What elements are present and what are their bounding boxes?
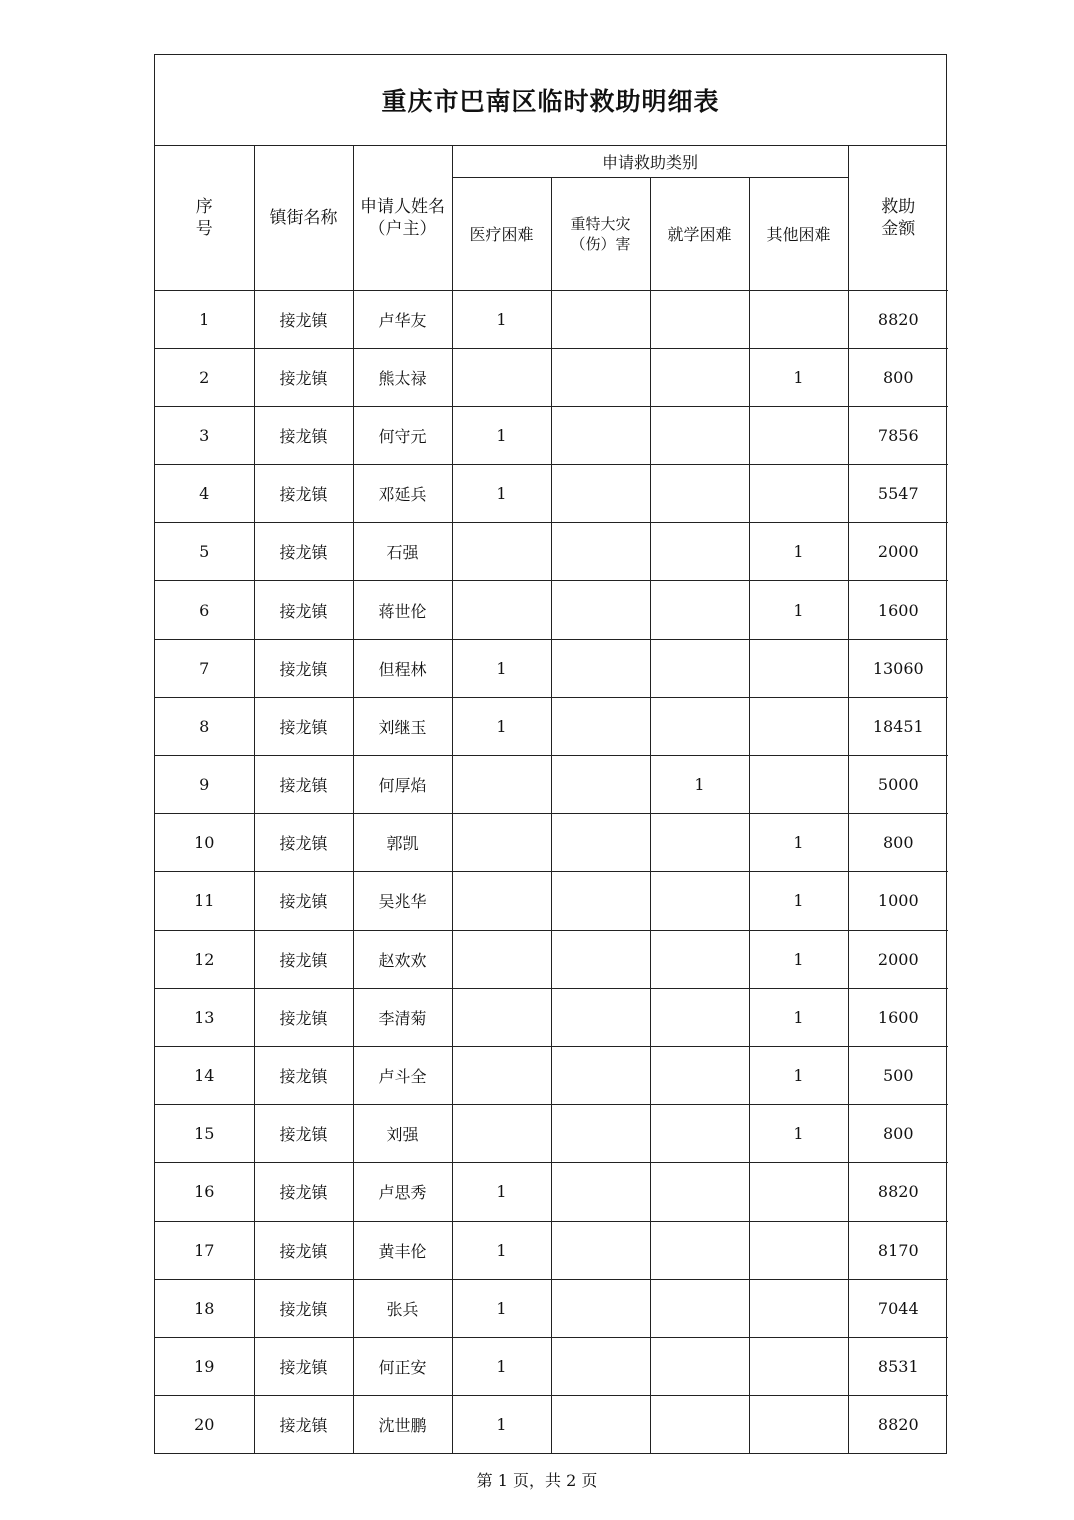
cell-other — [749, 1337, 848, 1395]
table-row — [155, 756, 948, 814]
cell-medical — [452, 988, 551, 1046]
cell-education — [650, 465, 749, 523]
cell-disaster — [551, 581, 650, 639]
cell-seq: 15 — [155, 1105, 254, 1163]
header-disaster-line1: 重特大灾 — [570, 214, 631, 233]
cell-amount: 1600 — [848, 988, 948, 1046]
cell-town: 接龙镇 — [254, 1396, 353, 1454]
cell-amount: 8170 — [848, 1221, 948, 1279]
cell-amount: 8531 — [848, 1337, 948, 1395]
cell-other — [749, 1279, 848, 1337]
cell-seq: 7 — [155, 639, 254, 697]
table-row — [155, 988, 948, 1046]
relief-table — [155, 146, 948, 1453]
table-row — [155, 465, 948, 523]
cell-amount: 7044 — [848, 1279, 948, 1337]
cell-town: 接龙镇 — [254, 872, 353, 930]
cell-medical — [452, 814, 551, 872]
cell-town: 接龙镇 — [254, 465, 353, 523]
cell-amount: 18451 — [848, 697, 948, 755]
cell-education: 1 — [650, 756, 749, 814]
cell-education — [650, 872, 749, 930]
cell-disaster — [551, 1163, 650, 1221]
table-row — [155, 348, 948, 406]
cell-name: 熊太禄 — [353, 348, 452, 406]
cell-education — [650, 406, 749, 464]
cell-seq: 18 — [155, 1279, 254, 1337]
cell-medical — [452, 523, 551, 581]
header-seq — [155, 146, 254, 290]
cell-amount: 1600 — [848, 581, 948, 639]
cell-name: 刘继玉 — [353, 697, 452, 755]
cell-other: 1 — [749, 523, 848, 581]
cell-seq: 8 — [155, 697, 254, 755]
cell-disaster — [551, 872, 650, 930]
cell-seq: 10 — [155, 814, 254, 872]
cell-medical — [452, 930, 551, 988]
cell-name: 邓延兵 — [353, 465, 452, 523]
cell-education — [650, 639, 749, 697]
cell-education — [650, 1163, 749, 1221]
cell-education — [650, 523, 749, 581]
header-category-group: 申请救助类别 — [452, 146, 848, 177]
cell-medical: 1 — [452, 1221, 551, 1279]
cell-other — [749, 1163, 848, 1221]
cell-disaster — [551, 1396, 650, 1454]
cell-disaster — [551, 697, 650, 755]
cell-education — [650, 930, 749, 988]
cell-education — [650, 1221, 749, 1279]
cell-disaster — [551, 988, 650, 1046]
cell-medical: 1 — [452, 1163, 551, 1221]
cell-amount: 13060 — [848, 639, 948, 697]
cell-name: 张兵 — [353, 1279, 452, 1337]
cell-other: 1 — [749, 581, 848, 639]
cell-seq: 4 — [155, 465, 254, 523]
cell-medical — [452, 1046, 551, 1104]
cell-disaster — [551, 290, 650, 348]
cell-education — [650, 988, 749, 1046]
cell-disaster — [551, 1279, 650, 1337]
table-row — [155, 1337, 948, 1395]
cell-seq: 1 — [155, 290, 254, 348]
cell-amount: 1000 — [848, 872, 948, 930]
cell-education — [650, 1396, 749, 1454]
cell-seq: 19 — [155, 1337, 254, 1395]
cell-medical: 1 — [452, 406, 551, 464]
cell-town: 接龙镇 — [254, 1163, 353, 1221]
cell-other: 1 — [749, 930, 848, 988]
cell-education — [650, 1046, 749, 1104]
cell-amount: 2000 — [848, 523, 948, 581]
header-education: 就学困难 — [650, 177, 749, 290]
cell-other: 1 — [749, 348, 848, 406]
table-row — [155, 697, 948, 755]
cell-education — [650, 348, 749, 406]
cell-medical — [452, 348, 551, 406]
cell-seq: 3 — [155, 406, 254, 464]
header-other: 其他困难 — [749, 177, 848, 290]
cell-name: 卢思秀 — [353, 1163, 452, 1221]
cell-amount: 5000 — [848, 756, 948, 814]
cell-medical: 1 — [452, 290, 551, 348]
cell-amount: 800 — [848, 1105, 948, 1163]
cell-disaster — [551, 348, 650, 406]
table-row — [155, 581, 948, 639]
cell-name: 李清菊 — [353, 988, 452, 1046]
cell-medical: 1 — [452, 1279, 551, 1337]
page-footer: 第 1 页，共 2 页 — [476, 1471, 598, 1490]
relief-table-sheet — [154, 54, 947, 1454]
cell-amount: 500 — [848, 1046, 948, 1104]
cell-town: 接龙镇 — [254, 290, 353, 348]
cell-town: 接龙镇 — [254, 988, 353, 1046]
cell-disaster — [551, 639, 650, 697]
cell-education — [650, 1337, 749, 1395]
header-applicant — [353, 146, 452, 290]
cell-education — [650, 1105, 749, 1163]
cell-other: 1 — [749, 1105, 848, 1163]
cell-name: 沈世鹏 — [353, 1396, 452, 1454]
cell-disaster — [551, 1046, 650, 1104]
cell-town: 接龙镇 — [254, 1337, 353, 1395]
header-town: 镇街名称 — [254, 146, 353, 290]
cell-other — [749, 465, 848, 523]
cell-name: 蒋世伦 — [353, 581, 452, 639]
cell-education — [650, 581, 749, 639]
cell-town: 接龙镇 — [254, 581, 353, 639]
cell-medical: 1 — [452, 639, 551, 697]
cell-seq: 20 — [155, 1396, 254, 1454]
cell-amount: 5547 — [848, 465, 948, 523]
header-applicant-line1: 申请人姓名 — [360, 196, 445, 217]
cell-name: 黄丰伦 — [353, 1221, 452, 1279]
cell-disaster — [551, 1337, 650, 1395]
table-row — [155, 290, 948, 348]
header-amount-line2: 金额 — [881, 218, 916, 239]
cell-education — [650, 1279, 749, 1337]
cell-disaster — [551, 1221, 650, 1279]
cell-disaster — [551, 465, 650, 523]
table-row — [155, 814, 948, 872]
cell-other: 1 — [749, 1046, 848, 1104]
header-seq-line2: 号 — [195, 218, 213, 239]
cell-town: 接龙镇 — [254, 814, 353, 872]
cell-seq: 14 — [155, 1046, 254, 1104]
header-seq-line1: 序 — [195, 196, 213, 217]
table-row — [155, 639, 948, 697]
cell-town: 接龙镇 — [254, 1221, 353, 1279]
cell-seq: 5 — [155, 523, 254, 581]
cell-town: 接龙镇 — [254, 1279, 353, 1337]
cell-amount: 2000 — [848, 930, 948, 988]
cell-other — [749, 639, 848, 697]
header-disaster — [551, 177, 650, 290]
cell-seq: 2 — [155, 348, 254, 406]
header-medical: 医疗困难 — [452, 177, 551, 290]
cell-medical — [452, 581, 551, 639]
cell-amount: 8820 — [848, 1163, 948, 1221]
cell-name: 吴兆华 — [353, 872, 452, 930]
cell-other — [749, 1221, 848, 1279]
cell-seq: 12 — [155, 930, 254, 988]
cell-town: 接龙镇 — [254, 1046, 353, 1104]
table-row — [155, 1046, 948, 1104]
header-disaster-line2: （伤）害 — [570, 234, 631, 253]
cell-seq: 9 — [155, 756, 254, 814]
cell-other: 1 — [749, 872, 848, 930]
cell-town: 接龙镇 — [254, 930, 353, 988]
cell-name: 郭凯 — [353, 814, 452, 872]
table-row — [155, 872, 948, 930]
cell-education — [650, 814, 749, 872]
table-row — [155, 1105, 948, 1163]
cell-name: 何守元 — [353, 406, 452, 464]
cell-amount: 7856 — [848, 406, 948, 464]
cell-other — [749, 406, 848, 464]
cell-seq: 16 — [155, 1163, 254, 1221]
cell-disaster — [551, 406, 650, 464]
cell-education — [650, 697, 749, 755]
cell-town: 接龙镇 — [254, 756, 353, 814]
cell-disaster — [551, 930, 650, 988]
cell-other: 1 — [749, 814, 848, 872]
cell-amount: 800 — [848, 348, 948, 406]
cell-medical: 1 — [452, 1337, 551, 1395]
cell-amount: 8820 — [848, 290, 948, 348]
table-row — [155, 1163, 948, 1221]
cell-medical: 1 — [452, 697, 551, 755]
cell-name: 刘强 — [353, 1105, 452, 1163]
cell-education — [650, 290, 749, 348]
cell-disaster — [551, 756, 650, 814]
table-row — [155, 1221, 948, 1279]
cell-town: 接龙镇 — [254, 523, 353, 581]
cell-amount: 8820 — [848, 1396, 948, 1454]
cell-disaster — [551, 814, 650, 872]
cell-town: 接龙镇 — [254, 697, 353, 755]
cell-town: 接龙镇 — [254, 1105, 353, 1163]
cell-town: 接龙镇 — [254, 639, 353, 697]
cell-medical — [452, 872, 551, 930]
cell-medical: 1 — [452, 1396, 551, 1454]
cell-name: 但程林 — [353, 639, 452, 697]
cell-other: 1 — [749, 988, 848, 1046]
cell-medical — [452, 1105, 551, 1163]
cell-seq: 13 — [155, 988, 254, 1046]
header-amount — [848, 146, 948, 290]
cell-other — [749, 1396, 848, 1454]
cell-town: 接龙镇 — [254, 348, 353, 406]
cell-other — [749, 756, 848, 814]
table-row — [155, 930, 948, 988]
table-row — [155, 1279, 948, 1337]
cell-medical: 1 — [452, 465, 551, 523]
cell-seq: 11 — [155, 872, 254, 930]
cell-disaster — [551, 1105, 650, 1163]
table-body — [155, 290, 948, 1453]
cell-town: 接龙镇 — [254, 406, 353, 464]
table-row — [155, 1396, 948, 1454]
cell-name: 赵欢欢 — [353, 930, 452, 988]
table-row — [155, 523, 948, 581]
header-applicant-line2: （户主） — [368, 218, 437, 239]
cell-name: 石强 — [353, 523, 452, 581]
cell-name: 何厚焰 — [353, 756, 452, 814]
cell-other — [749, 697, 848, 755]
cell-seq: 6 — [155, 581, 254, 639]
cell-name: 何正安 — [353, 1337, 452, 1395]
header-amount-line1: 救助 — [881, 196, 916, 217]
cell-name: 卢斗全 — [353, 1046, 452, 1104]
cell-disaster — [551, 523, 650, 581]
cell-name: 卢华友 — [353, 290, 452, 348]
cell-medical — [452, 756, 551, 814]
cell-other — [749, 290, 848, 348]
table-title: 重庆市巴南区临时救助明细表 — [155, 55, 946, 146]
cell-amount: 800 — [848, 814, 948, 872]
cell-seq: 17 — [155, 1221, 254, 1279]
table-row — [155, 406, 948, 464]
